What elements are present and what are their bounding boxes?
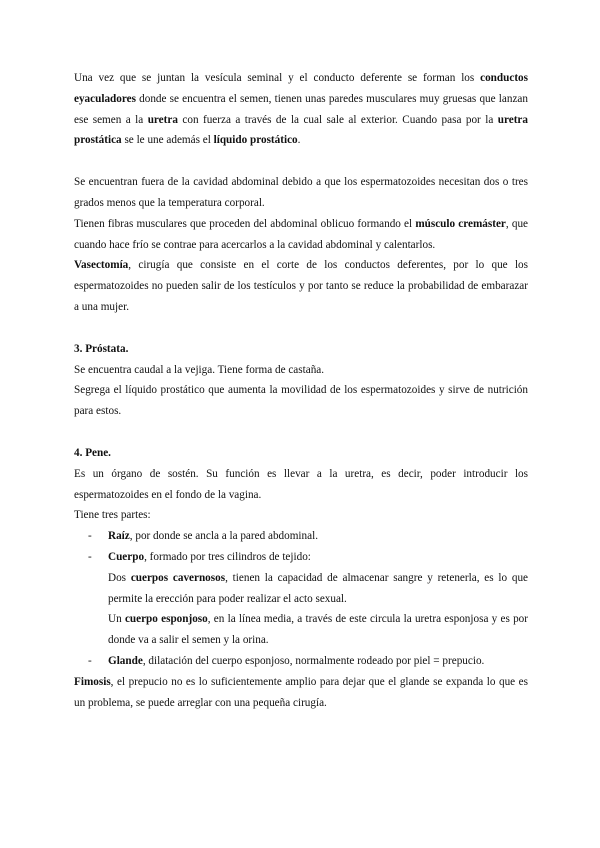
paragraph-conductos-eyaculadores: Una vez que se juntan la vesícula seminal y el conducto deferente se forman los conductos eyaculadores donde se encuentra el semen, tienen unas paredes musculares muy gruesas que lanzan ese semen a la uretra con fuerza a través de la cual sale al exterior. Cuando pasa por la uretra prostática se le une además el líquido prostático.: [74, 72, 528, 147]
paragraph-cuerpos-cavernosos: Dos cuerpos cavernosos, tienen la capacidad de almacenar sangre y retenerla, es lo que permite la erección para poder realizar el acto sexual.: [108, 571, 529, 605]
paragraph-tres-partes: Tiene tres partes:: [74, 509, 151, 522]
heading-prostata: 3. Próstata.: [74, 342, 129, 355]
term-musculo-cremaster: músculo cremáster: [415, 217, 506, 230]
list-item-glande: - Glande, dilatación del cuerpo esponjoso, normalmente rodeado por piel = prepucio.: [74, 651, 528, 672]
list-dash: -: [88, 530, 92, 543]
document-body: [74, 68, 528, 713]
list-dash: -: [88, 550, 92, 563]
paragraph-fimosis: Fimosis, el prepucio no es lo suficientemente amplio para dejar que el glande se expanda lo que es un problema, se puede arreglar con una pequeña cirugía.: [74, 675, 528, 709]
term-cuerpos-cavernosos: cuerpos cavernosos: [130, 571, 226, 584]
paragraph-vasectomia: Vasectomía, cirugía que consiste en el corte de los conductos deferentes, por lo que los espermatozoides no pueden salir de los testículos y por tanto se reduce la probabilidad de embarazar a una mujer.: [74, 259, 528, 313]
term-vasectomia: Vasectomía: [74, 259, 129, 272]
paragraph-prostata-funcion: Segrega el líquido prostático que aumenta la movilidad de los espermatozoides y sirve de nutrición para estos.: [74, 384, 528, 418]
paragraph-cuerpo-esponjoso: Un cuerpo esponjoso, en la línea media, a través de este circula la uretra esponjosa y es por donde va a salir el semen y la orina.: [108, 613, 528, 647]
term-liquido-prostatico: líquido prostático: [213, 134, 298, 147]
term-cuerpo-esponjoso: cuerpo esponjoso: [124, 613, 208, 626]
term-conductos-eyaculadores: conductos eyaculadores: [74, 72, 528, 105]
paragraph-temperatura: Se encuentran fuera de la cavidad abdominal debido a que los espermatozoides necesitan dos o tres grados menos que la temperatura corporal.: [74, 176, 528, 209]
paragraph-cremaster: Tienen fibras musculares que proceden del abdominal oblicuo formando el músculo cremáster, que cuando hace frío se contrae para acercarlos a la cavidad abdominal y calentarlos.: [74, 217, 529, 251]
term-uretra: uretra: [147, 113, 178, 126]
term-fimosis: Fimosis: [74, 675, 111, 688]
term-raiz: Raíz: [108, 530, 130, 543]
paragraph-pene-funcion: Es un órgano de sostén. Su función es llevar a la uretra, es decir, poder introducir los espermatozoides en el fondo de la vagina.: [74, 467, 528, 501]
list-item-cuerpo: - Cuerpo, formado por tres cilindros de tejido:: [74, 547, 528, 568]
paragraph-prostata-ubicacion: Se encuentra caudal a la vejiga. Tiene forma de castaña.: [74, 363, 325, 376]
spacer: [74, 422, 528, 443]
term-cuerpo: Cuerpo: [108, 550, 145, 563]
list-dash: -: [88, 654, 92, 667]
term-glande: Glande: [108, 654, 143, 667]
term-uretra-prostatica: uretra prostática: [74, 113, 528, 147]
list-item-raiz: - Raíz, por donde se ancla a la pared abdominal.: [74, 526, 528, 547]
heading-pene: 4. Pene.: [74, 446, 111, 459]
spacer: [74, 318, 528, 339]
spacer: [74, 151, 528, 172]
